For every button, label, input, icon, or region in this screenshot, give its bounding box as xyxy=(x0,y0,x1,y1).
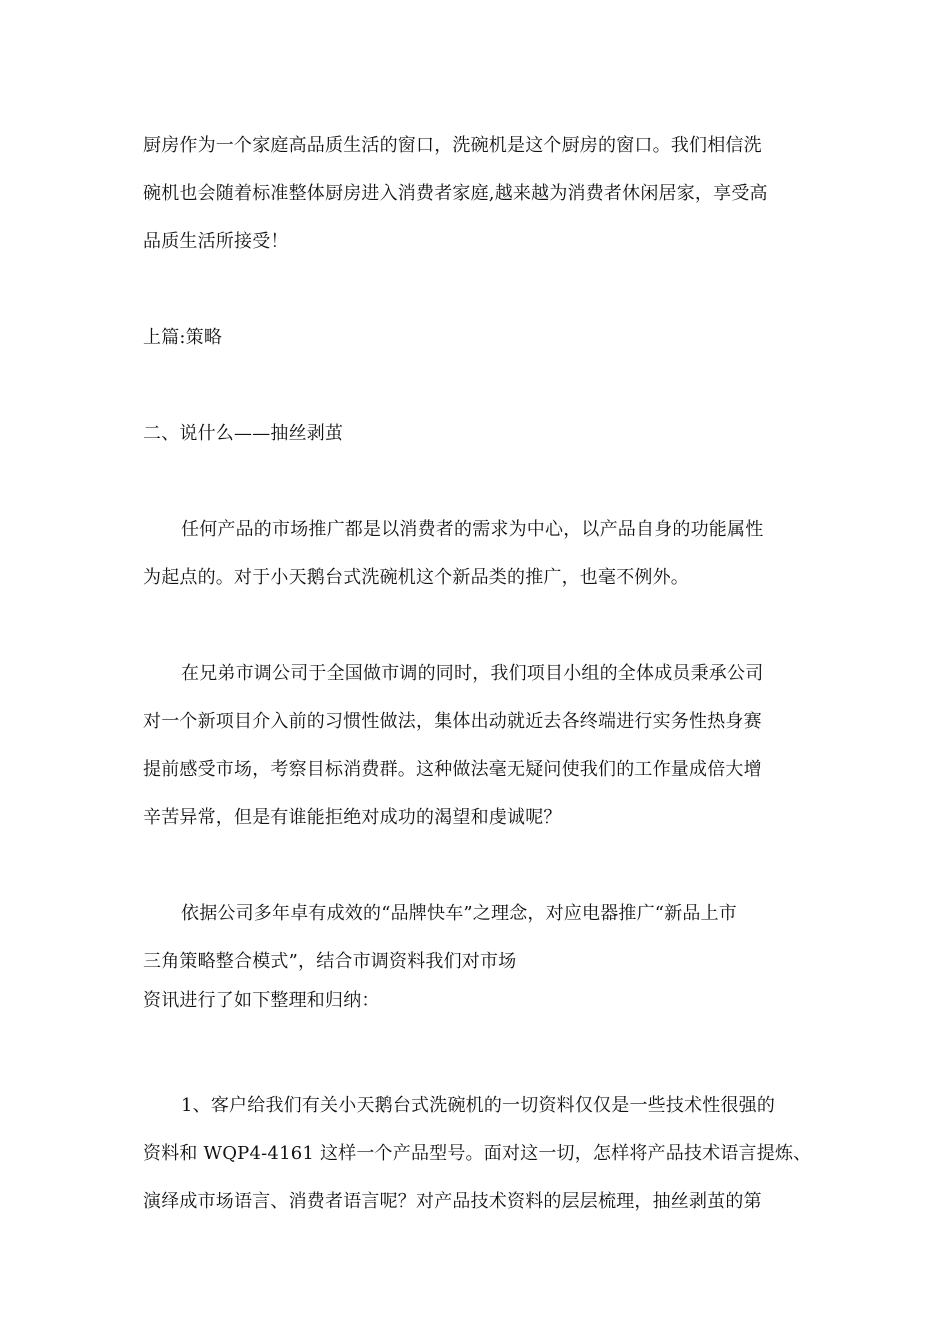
intro-line-1: 厨房作为一个家庭高品质生活的窗口，洗碗机是这个厨房的窗口。我们相信洗 xyxy=(143,135,762,156)
paragraph-3-line-1: 依据公司多年卓有成效的“品牌快车”之理念，对应电器推广“新品上市 xyxy=(181,903,738,924)
paragraph-1-line-1: 任何产品的市场推广都是以消费者的需求为中心，以产品自身的功能属性 xyxy=(181,519,764,540)
section-heading: 二、说什么——抽丝剥茧 xyxy=(143,423,344,444)
paragraph-4-line-3: 演绎成市场语言、消费者语言呢？对产品技术资料的层层梳理，抽丝剥茧的第 xyxy=(143,1191,762,1212)
paragraph-2-line-4: 辛苦异常，但是有谁能拒绝对成功的渴望和虔诚呢？ xyxy=(143,807,562,828)
part-heading: 上篇:策略 xyxy=(143,327,223,348)
paragraph-3-line-3: 资讯进行了如下整理和归纳： xyxy=(143,990,380,1011)
paragraph-2-line-2: 对一个新项目介入前的习惯性做法，集体出动就近去各终端进行实务性热身赛 xyxy=(143,711,762,732)
paragraph-2-line-1: 在兄弟市调公司于全国做市调的同时，我们项目小组的全体成员秉承公司 xyxy=(181,663,764,684)
intro-line-2: 碗机也会随着标准整体厨房进入消费者家庭,越来越为消费者休闲居家，享受高 xyxy=(143,183,768,204)
paragraph-1-line-2: 为起点的。对于小天鹅台式洗碗机这个新品类的推广，也毫不例外。 xyxy=(143,567,689,588)
paragraph-4-line-2: 资料和 WQP4-4161 这样一个产品型号。面对这一切，怎样将产品技术语言提炼、 xyxy=(143,1143,812,1164)
paragraph-2-line-3: 提前感受市场，考察目标消费群。这种做法毫无疑问使我们的工作量成倍大增 xyxy=(143,759,762,780)
intro-line-3: 品质生活所接受！ xyxy=(143,231,289,252)
paragraph-3-line-2: 三角策略整合模式”，结合市调资料我们对市场 xyxy=(143,951,517,972)
paragraph-4-line-1: 1、客户给我们有关小天鹅台式洗碗机的一切资料仅仅是一些技术性很强的 xyxy=(181,1095,776,1116)
